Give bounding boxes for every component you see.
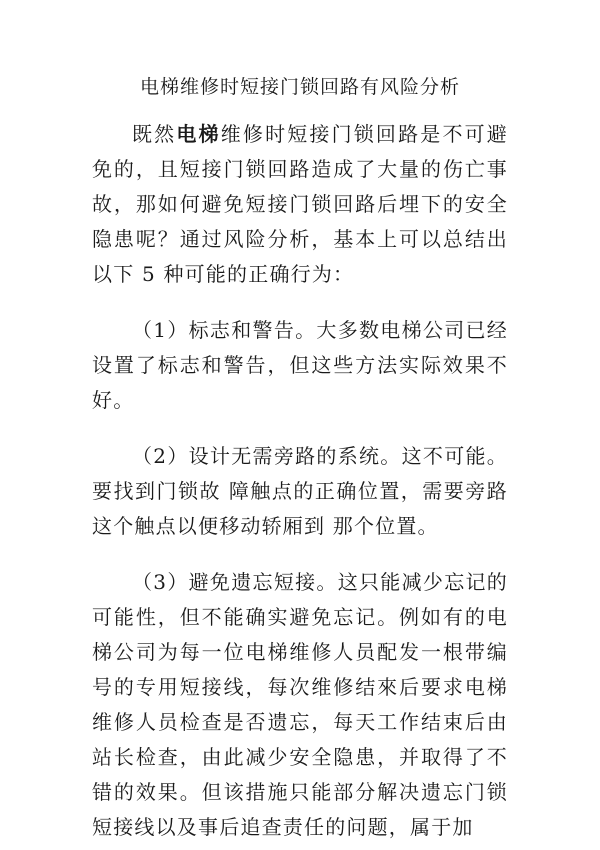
paragraph-intro-keyword: 电梯 <box>176 122 221 146</box>
paragraph-item-1: （1）标志和警告。大多数电梯公司已经设置了标志和警告，但这些方法实际效果不好。 <box>92 318 508 412</box>
document-title: 电梯维修时短接门锁回路有风险分析 <box>139 76 460 98</box>
paragraph-item-2: （2）设计无需旁路的系统。这不可能。要找到门锁故 障触点的正确位置，需要旁路这个触点以便移动轿厢到 那个位置。 <box>92 444 508 538</box>
paragraph-item-3: （3）避免遗忘短接。这只能减少忘记的可能性，但不能确实避免忘记。例如有的电梯公司为每一位电梯维修人员配发一根带编号的专用短接线，每次维修结來后要求电梯维修人员检查是否遗忘，每天工作结束后由站长检查，由此减少安全隐患，并取得了不错的效果。但该措施只能部分解决遗忘门锁短接线以及事后追查责任的问题，属于加 <box>92 570 508 839</box>
paragraph-intro-lead: 既然 <box>132 122 177 146</box>
paragraph-intro <box>92 117 508 292</box>
paragraph-intro-text: 维修时短接门锁回路是不可避免的，且短接门锁回路造成了大量的伤亡事故，那如何避免短接门锁回路后埋下的安全隐患呢？通过风险分析，基本上可以总结出以下 5 种可能的正确行为： <box>92 122 509 286</box>
